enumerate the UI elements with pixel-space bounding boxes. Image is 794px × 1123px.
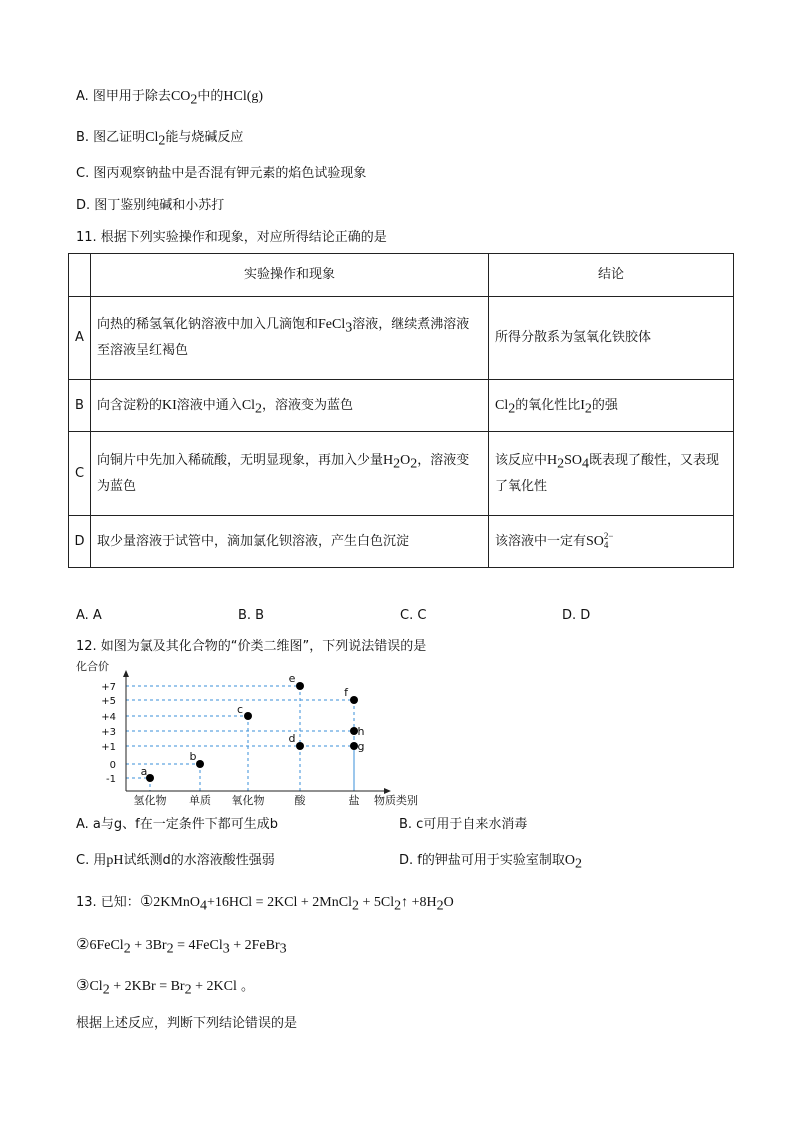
row-op: 向铜片中先加入稀硫酸，无明显现象，再加入少量$H_2O_2$，溶液变为蓝色: [91, 432, 489, 516]
x-tick-label: 酸: [294, 794, 306, 807]
answer-d[interactable]: D. D: [562, 608, 591, 623]
answer-c[interactable]: C. C: [400, 608, 427, 623]
row-label: B: [69, 380, 91, 432]
table-row-b: [69, 380, 734, 432]
point-label-c: c: [236, 703, 244, 716]
y-tick-label: +3: [101, 727, 116, 738]
y-tick-label: 0: [109, 760, 116, 771]
y-tick-label: +5: [101, 696, 116, 707]
q10-option-a: A. 图甲用于除去$CO_2$中的HCl(g): [76, 89, 264, 108]
q12-option-b[interactable]: B. c可用于自来水消毒: [399, 817, 528, 832]
q10-option-d: D. 图丁鉴别纯碱和小苏打: [76, 198, 225, 213]
valence-category-chart: [70, 658, 430, 808]
row-conclusion: 所得分散系为氢氧化铁胶体: [489, 297, 734, 380]
x-axis-label: 物质类别: [374, 794, 418, 807]
table-row-c: [69, 432, 734, 516]
point-label-g: g: [357, 740, 365, 753]
row-op: 取少量溶液于试管中，滴加氯化钡溶液，产生白色沉淀: [91, 516, 489, 568]
q12-option-c[interactable]: C. 用pH试纸测d的水溶液酸性强弱: [76, 853, 275, 868]
y-tick-label: +1: [101, 742, 116, 753]
row-conclusion: $Cl_2$的氧化性比$I_2$的强: [489, 380, 734, 432]
table-row-d: [69, 516, 734, 568]
x-tick-label: 单质: [189, 794, 211, 807]
table-header-row: [69, 254, 734, 297]
row-label: C: [69, 432, 91, 516]
y-axis-label: 化合价: [76, 660, 109, 673]
q12-option-d[interactable]: D. f的钾盐可用于实验室制取$O_2$: [399, 853, 582, 872]
q13-eq1: 13. 已知：①2KMnO$_4$+16HCl = 2KCl + 2MnCl$_2$ + $5Cl_2↑ +8H_2O$: [76, 892, 454, 914]
y-axis-arrow: [123, 670, 129, 677]
q11-table: [68, 253, 734, 568]
q13-eq3: $③Cl_2 + 2KBr = Br_2 + 2KCl$ 。: [76, 976, 254, 998]
x-tick-label: 氧化物: [231, 794, 265, 807]
x-tick-label: 氢化物: [133, 794, 167, 807]
header-op: 实验操作和现象: [91, 254, 489, 297]
table-row-a: [69, 297, 734, 380]
point-label-e: e: [288, 672, 296, 685]
y-tick-label: -1: [106, 774, 116, 785]
point-label-a: a: [140, 765, 148, 778]
point-e: [296, 682, 304, 690]
row-conclusion: 该溶液中一定有SO 2− 4: [489, 516, 734, 568]
row-label: A: [69, 297, 91, 380]
row-op: 向热的稀氢氧化钠溶液中加入几滴饱和FeCl$_3$溶液，继续煮沸溶液至溶液呈红褐色: [91, 297, 489, 380]
row-op: 向含淀粉的KI溶液中通入$Cl_2$，溶液变为蓝色: [91, 380, 489, 432]
q12-option-a[interactable]: A. a与g、f在一定条件下都可生成b: [76, 817, 278, 832]
y-tick-label: +7: [101, 682, 116, 693]
q10-option-c: C. 图丙观察钠盐中是否混有钾元素的焰色试验现象: [76, 166, 367, 181]
x-tick-label: 盐: [348, 794, 360, 807]
point-label-b: b: [189, 750, 197, 763]
q10-option-b: B. 图乙证明$Cl_2$能与烧碱反应: [76, 130, 244, 149]
point-b: [196, 760, 204, 768]
q13-eq2: ②6FeCl$_2$ + $3Br_2$ = 4FeCl$_3$ + 2FeBr$_3$: [76, 935, 287, 957]
y-tick-label: +4: [101, 712, 116, 723]
point-label-d: d: [288, 732, 296, 745]
point-c: [244, 712, 252, 720]
point-f: [350, 696, 358, 704]
q11-stem: 11. 根据下列实验操作和现象，对应所得结论正确的是: [76, 230, 387, 245]
q12-stem: 12. 如图为氯及其化合物的“价类二维图”，下列说法错误的是: [76, 639, 427, 654]
point-d: [296, 742, 304, 750]
header-conclusion: 结论: [489, 254, 734, 297]
answer-a[interactable]: A. A: [76, 608, 102, 623]
point-label-h: h: [357, 725, 365, 738]
row-label: D: [69, 516, 91, 568]
q13-tail: 根据上述反应，判断下列结论错误的是: [76, 1016, 298, 1031]
answer-b[interactable]: B. B: [238, 608, 265, 623]
point-label-f: f: [344, 686, 348, 699]
row-conclusion: 该反应中$H_2SO_4$既表现了酸性，又表现了氧化性: [489, 432, 734, 516]
